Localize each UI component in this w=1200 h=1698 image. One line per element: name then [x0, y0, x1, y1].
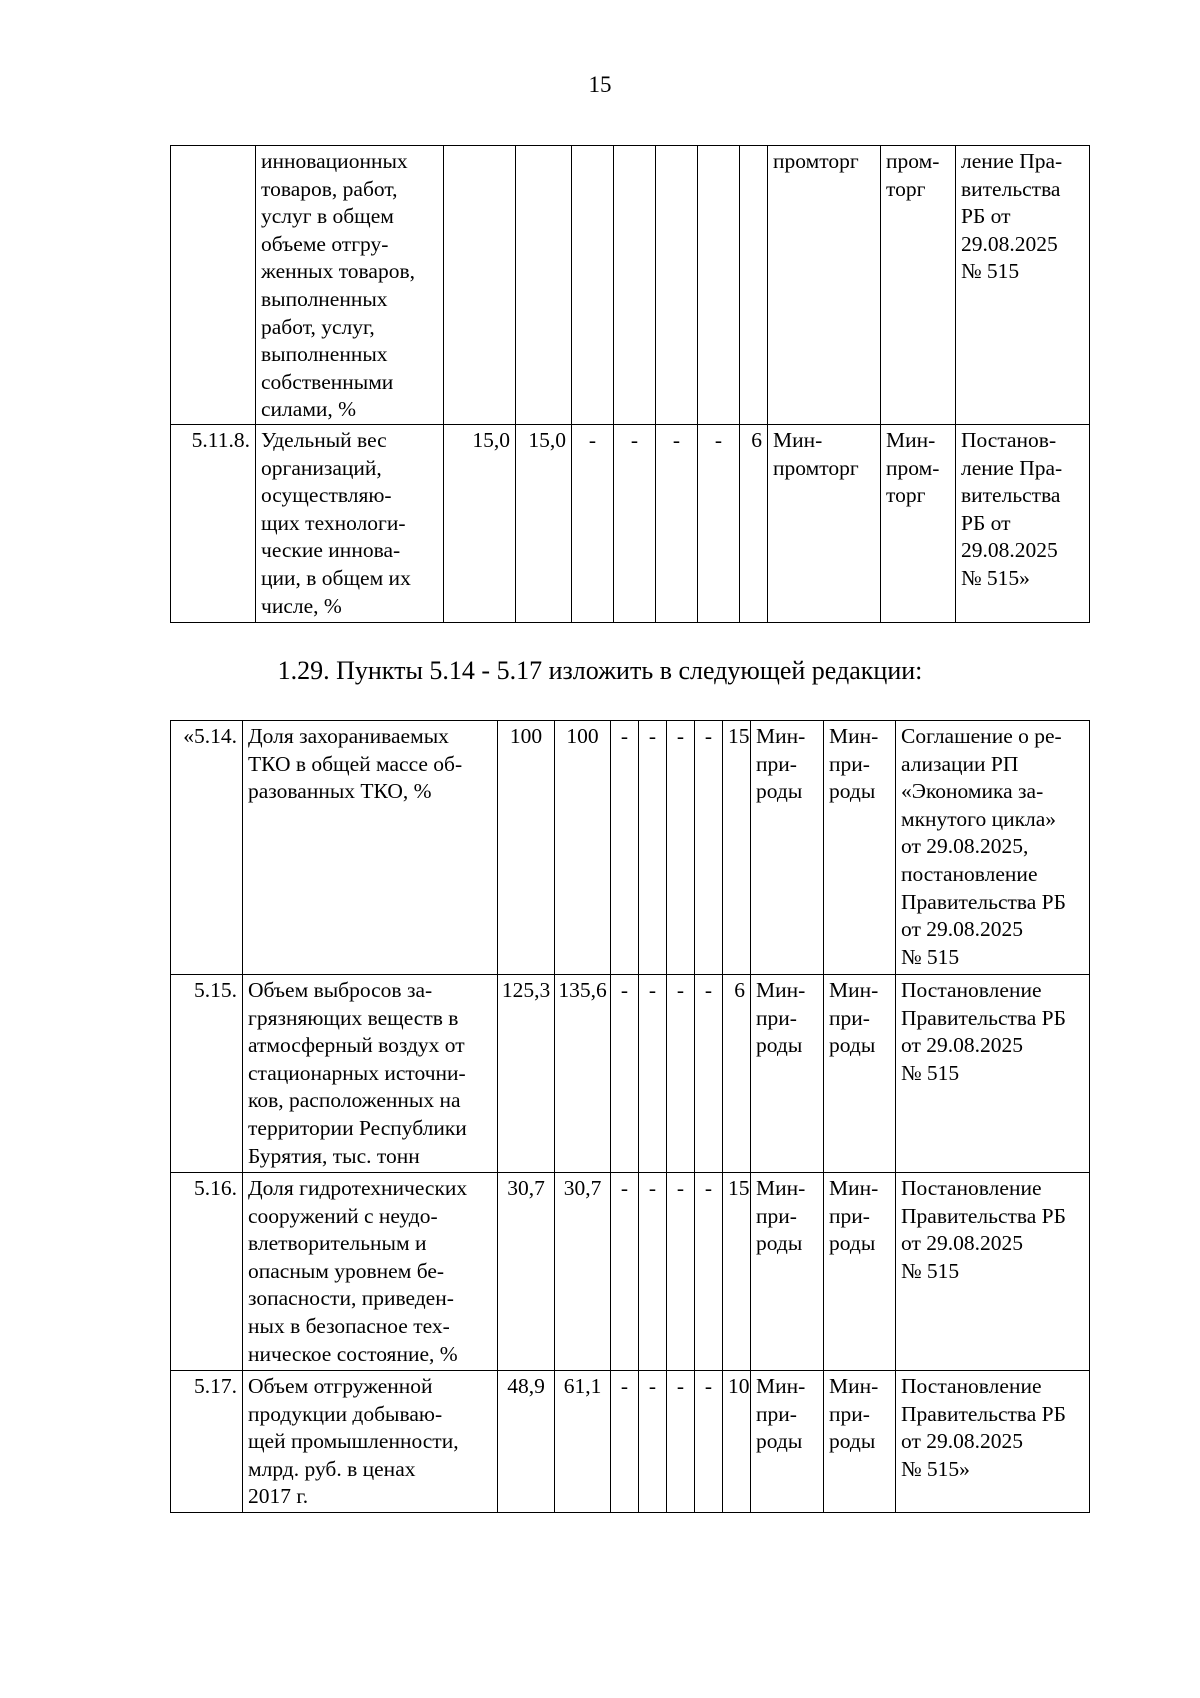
dash-cell: -	[611, 1173, 639, 1371]
data-source-cell: Мин- при- роды	[824, 975, 896, 1173]
basis-cell: Постановление Правительства РБ от 29.08.2025 № 515»	[896, 1371, 1090, 1513]
section-heading: 1.29. Пункты 5.14 - 5.17 изложить в следующей редакции:	[277, 656, 923, 685]
table-row	[171, 975, 1090, 1173]
basis-cell: Постанов- ление Пра- вительства РБ от 29.08.2025 № 515»	[956, 424, 1090, 622]
indicator-name: Доля гидротехнических сооружений с неудо- влетворительным и опасным уровнем бе- зопасности, приведен- ных в безопасное тех- ническое состояние, %	[243, 1173, 498, 1371]
value-cell: 125,3	[498, 975, 555, 1173]
dash-cell: -	[695, 1173, 723, 1371]
dash-cell: -	[695, 975, 723, 1173]
dash-cell: -	[656, 424, 698, 622]
value-cell	[444, 146, 516, 425]
page-number: 15	[588, 72, 612, 97]
dash-cell: -	[639, 1173, 667, 1371]
item-number: «5.14.	[171, 721, 243, 975]
item-number: 5.17.	[171, 1371, 243, 1513]
indicator-name: инновационных товаров, работ, услуг в общем объеме отгру- женных товаров, выполненных работ, услуг, выполненных собственными силами, %	[256, 146, 444, 425]
table-row	[171, 721, 1090, 975]
dash-cell: -	[667, 721, 695, 975]
dash-cell: -	[639, 1371, 667, 1513]
data-source-cell: Мин- при- роды	[824, 721, 896, 975]
value-cell: 48,9	[498, 1371, 555, 1513]
item-number: 5.16.	[171, 1173, 243, 1371]
dash-cell: -	[611, 975, 639, 1173]
indicator-name: Доля захораниваемых ТКО в общей массе об- разованных ТКО, %	[243, 721, 498, 975]
dash-cell	[572, 146, 614, 425]
dash-cell	[614, 146, 656, 425]
weight-cell: 15	[723, 1173, 751, 1371]
dash-cell: -	[614, 424, 656, 622]
indicators-table-continued	[170, 145, 1090, 623]
weight-cell	[740, 146, 768, 425]
basis-cell: Соглашение о ре- ализации РП «Экономика за- мкнутого цикла» от 29.08.2025, постановление Правительства РБ от 29.08.2025 № 515	[896, 721, 1090, 975]
indicator-name: Объем выбросов за- грязняющих веществ в атмосферный воздух от стационарных источни- ков, расположенных на территории Республики Бурятия, тыс. тонн	[243, 975, 498, 1173]
item-number: 5.11.8.	[171, 424, 256, 622]
data-source-cell: Мин- при- роды	[824, 1173, 896, 1371]
basis-cell: Постановление Правительства РБ от 29.08.2025 № 515	[896, 975, 1090, 1173]
value-cell: 61,1	[555, 1371, 611, 1513]
dash-cell: -	[639, 721, 667, 975]
table-row	[171, 1173, 1090, 1371]
dash-cell	[656, 146, 698, 425]
basis-cell: Постановление Правительства РБ от 29.08.2025 № 515	[896, 1173, 1090, 1371]
weight-cell: 10	[723, 1371, 751, 1513]
table-row	[171, 1371, 1090, 1513]
value-cell: 135,6	[555, 975, 611, 1173]
dash-cell	[698, 146, 740, 425]
responsible-cell: Мин- при- роды	[751, 975, 824, 1173]
table-row	[171, 146, 1090, 425]
basis-cell: ление Пра- вительства РБ от 29.08.2025 № 515	[956, 146, 1090, 425]
responsible-cell: Мин- при- роды	[751, 1173, 824, 1371]
dash-cell: -	[639, 975, 667, 1173]
responsible-cell: Мин- при- роды	[751, 1371, 824, 1513]
dash-cell: -	[695, 1371, 723, 1513]
data-source-cell: Мин- пром- торг	[881, 424, 956, 622]
dash-cell: -	[667, 975, 695, 1173]
weight-cell: 15	[723, 721, 751, 975]
responsible-cell: Мин- промторг	[768, 424, 881, 622]
value-cell	[516, 146, 572, 425]
responsible-cell: промторг	[768, 146, 881, 425]
dash-cell: -	[667, 1173, 695, 1371]
dash-cell: -	[572, 424, 614, 622]
item-number	[171, 146, 256, 425]
item-number: 5.15.	[171, 975, 243, 1173]
responsible-cell: Мин- при- роды	[751, 721, 824, 975]
dash-cell: -	[611, 1371, 639, 1513]
value-cell: 100	[555, 721, 611, 975]
indicators-table-new-edition	[170, 720, 1090, 1513]
weight-cell: 6	[740, 424, 768, 622]
value-cell: 30,7	[555, 1173, 611, 1371]
value-cell: 15,0	[444, 424, 516, 622]
dash-cell: -	[611, 721, 639, 975]
data-source-cell: Мин- при- роды	[824, 1371, 896, 1513]
value-cell: 30,7	[498, 1173, 555, 1371]
weight-cell: 6	[723, 975, 751, 1173]
indicator-name: Объем отгруженной продукции добываю- щей промышленности, млрд. руб. в ценах 2017 г.	[243, 1371, 498, 1513]
data-source-cell: пром- торг	[881, 146, 956, 425]
indicator-name: Удельный вес организаций, осуществляю- щих технологи- ческие иннова- ции, в общем их числе, %	[256, 424, 444, 622]
table-row	[171, 424, 1090, 622]
value-cell: 100	[498, 721, 555, 975]
dash-cell: -	[695, 721, 723, 975]
dash-cell: -	[698, 424, 740, 622]
dash-cell: -	[667, 1371, 695, 1513]
value-cell: 15,0	[516, 424, 572, 622]
